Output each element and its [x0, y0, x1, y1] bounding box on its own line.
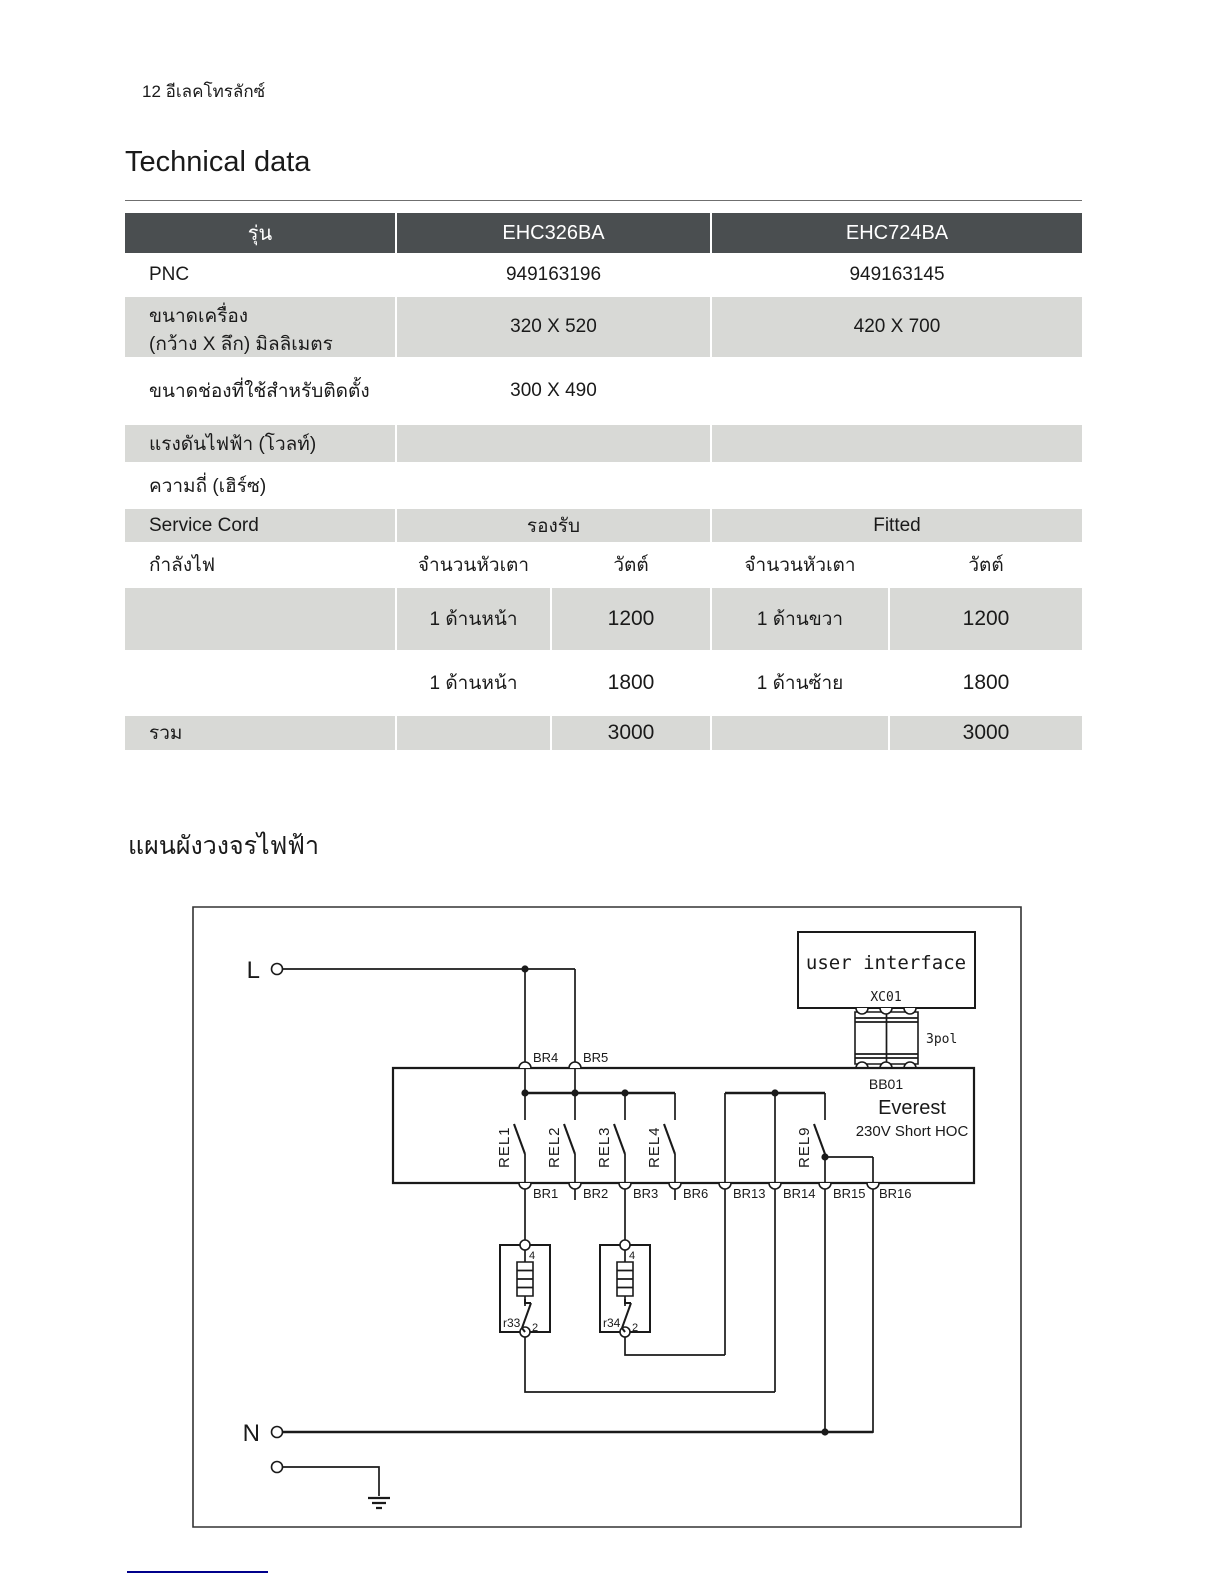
user-interface-label: user interface — [805, 952, 967, 974]
rel4-label: REL4 — [646, 1126, 663, 1168]
cutout-value-2 — [712, 359, 1082, 423]
br6-label: BR6 — [683, 1186, 709, 1201]
section-title-circuit-diagram: แผนผังวงจรไฟฟ้า — [128, 832, 320, 860]
br16-label: BR16 — [879, 1186, 912, 1201]
table-row-total — [125, 716, 1082, 750]
frequency-value-1 — [397, 464, 710, 507]
neutral-label: N — [242, 1420, 260, 1447]
table-row-dimensions — [125, 297, 1082, 357]
row1200-watt-2: 1200 — [890, 588, 1082, 650]
power-subheader-burners-1: จำนวนหัวเตา — [397, 544, 550, 586]
section-title-technical-data: Technical data — [125, 146, 311, 178]
rel1-label: REL1 — [496, 1126, 513, 1168]
br1-label: BR1 — [533, 1186, 559, 1201]
table-row-cutout — [125, 359, 1082, 423]
r33-pin2-label: 2 — [532, 1322, 539, 1334]
board-spec-label: 230V Short HOC — [855, 1123, 969, 1140]
dimensions-label-text: ขนาดเครื่อง (กว้าง X ลึก) มิลลิเมตร — [149, 305, 333, 355]
r34-label: r34 — [603, 1316, 621, 1330]
earth-terminal — [272, 1462, 283, 1473]
pnc-label: PNC — [125, 255, 395, 295]
br2-label: BR2 — [583, 1186, 609, 1201]
bb01-label: BB01 — [868, 1076, 904, 1092]
br13-label: BR13 — [733, 1186, 766, 1201]
r33-pin4-label: 4 — [529, 1250, 536, 1262]
voltage-value-2 — [712, 425, 1082, 462]
row1200-burner-2: 1 ด้านขวา — [712, 588, 888, 650]
ground-symbol-icon — [368, 1498, 390, 1508]
xc01-label: XC01 — [870, 990, 902, 1005]
total-empty-2 — [712, 716, 888, 750]
table-row-frequency — [125, 464, 1082, 507]
row1800-burner-2: 1 ด้านซ้าย — [712, 652, 888, 714]
cutout-value-1: 300 X 490 — [397, 359, 710, 423]
frequency-label: ความถี่ (เฮิร์ซ) — [125, 464, 395, 507]
header-model: รุ่น — [125, 213, 395, 253]
header-model-ehc724ba: EHC724BA — [712, 213, 1082, 253]
br4-label: BR4 — [533, 1050, 559, 1065]
br15-label: BR15 — [833, 1186, 866, 1201]
header-model-ehc326ba: EHC326BA — [397, 213, 710, 253]
voltage-value-1 — [397, 425, 710, 462]
rel2-label: REL2 — [546, 1126, 563, 1168]
table-row-pnc — [125, 255, 1082, 295]
page-header: 12 อีเลคโทรลักซ์ — [142, 82, 266, 101]
neutral-terminal — [272, 1427, 283, 1438]
power-subheader-watt-1: วัตต์ — [552, 544, 710, 586]
rel3-label: REL3 — [596, 1126, 613, 1168]
row1200-empty-label — [125, 588, 395, 650]
table-row-1800w — [125, 652, 1082, 714]
live-label: L — [246, 957, 260, 984]
power-subheader-burners-2: จำนวนหัวเตา — [712, 544, 888, 586]
dimensions-value-2: 420 X 700 — [712, 297, 1082, 357]
total-label: รวม — [125, 716, 395, 750]
table-row-voltage — [125, 425, 1082, 462]
live-terminal — [272, 964, 283, 975]
service-cord-value-2: Fitted — [712, 509, 1082, 542]
pnc-value-2: 949163145 — [712, 255, 1082, 295]
pnc-value-1: 949163196 — [397, 255, 710, 295]
row1800-burner-1: 1 ด้านหน้า — [397, 652, 550, 714]
table-header-row — [125, 213, 1082, 253]
frequency-value-2 — [712, 464, 1082, 507]
three-pole-label: 3pol — [926, 1032, 958, 1047]
row1800-watt-2: 1800 — [890, 652, 1082, 714]
total-watt-2: 3000 — [890, 716, 1082, 750]
power-subheader-watt-2: วัตต์ — [890, 544, 1082, 586]
row1800-empty-label — [125, 652, 395, 714]
wiring — [282, 969, 873, 1496]
three-pole-connector — [855, 1008, 918, 1068]
voltage-label: แรงดันไฟฟ้า (โวลท์) — [125, 425, 395, 462]
row1800-watt-1: 1800 — [552, 652, 710, 714]
service-cord-label: Service Cord — [125, 509, 395, 542]
table-row-1200w — [125, 588, 1082, 650]
total-empty-1 — [397, 716, 550, 750]
service-cord-value-1: รองรับ — [397, 509, 710, 542]
dimensions-value-1: 320 X 520 — [397, 297, 710, 357]
table-row-service-cord — [125, 509, 1082, 542]
heater-element-r34 — [600, 1240, 650, 1337]
rel9-label: REL9 — [796, 1126, 813, 1168]
dimensions-label — [125, 297, 395, 357]
br5-label: BR5 — [583, 1050, 609, 1065]
power-label: กำลังไฟ — [125, 544, 395, 586]
br3-label: BR3 — [633, 1186, 659, 1201]
total-watt-1: 3000 — [552, 716, 710, 750]
bus-wiring — [282, 1093, 873, 1432]
br14-label: BR14 — [783, 1186, 816, 1201]
board-name-label: Everest — [878, 1097, 946, 1119]
table-row-power-header — [125, 544, 1082, 586]
row1200-watt-1: 1200 — [552, 588, 710, 650]
technical-data-table — [125, 213, 1082, 752]
r33-label: r33 — [503, 1316, 521, 1330]
cutout-label: ขนาดช่องที่ใช้สำหรับติดตั้ง — [125, 359, 395, 423]
r34-pin2-label: 2 — [632, 1322, 639, 1334]
r34-pin4-label: 4 — [629, 1250, 636, 1262]
heater-element-r33 — [500, 1240, 550, 1337]
row1200-burner-1: 1 ด้านหน้า — [397, 588, 550, 650]
